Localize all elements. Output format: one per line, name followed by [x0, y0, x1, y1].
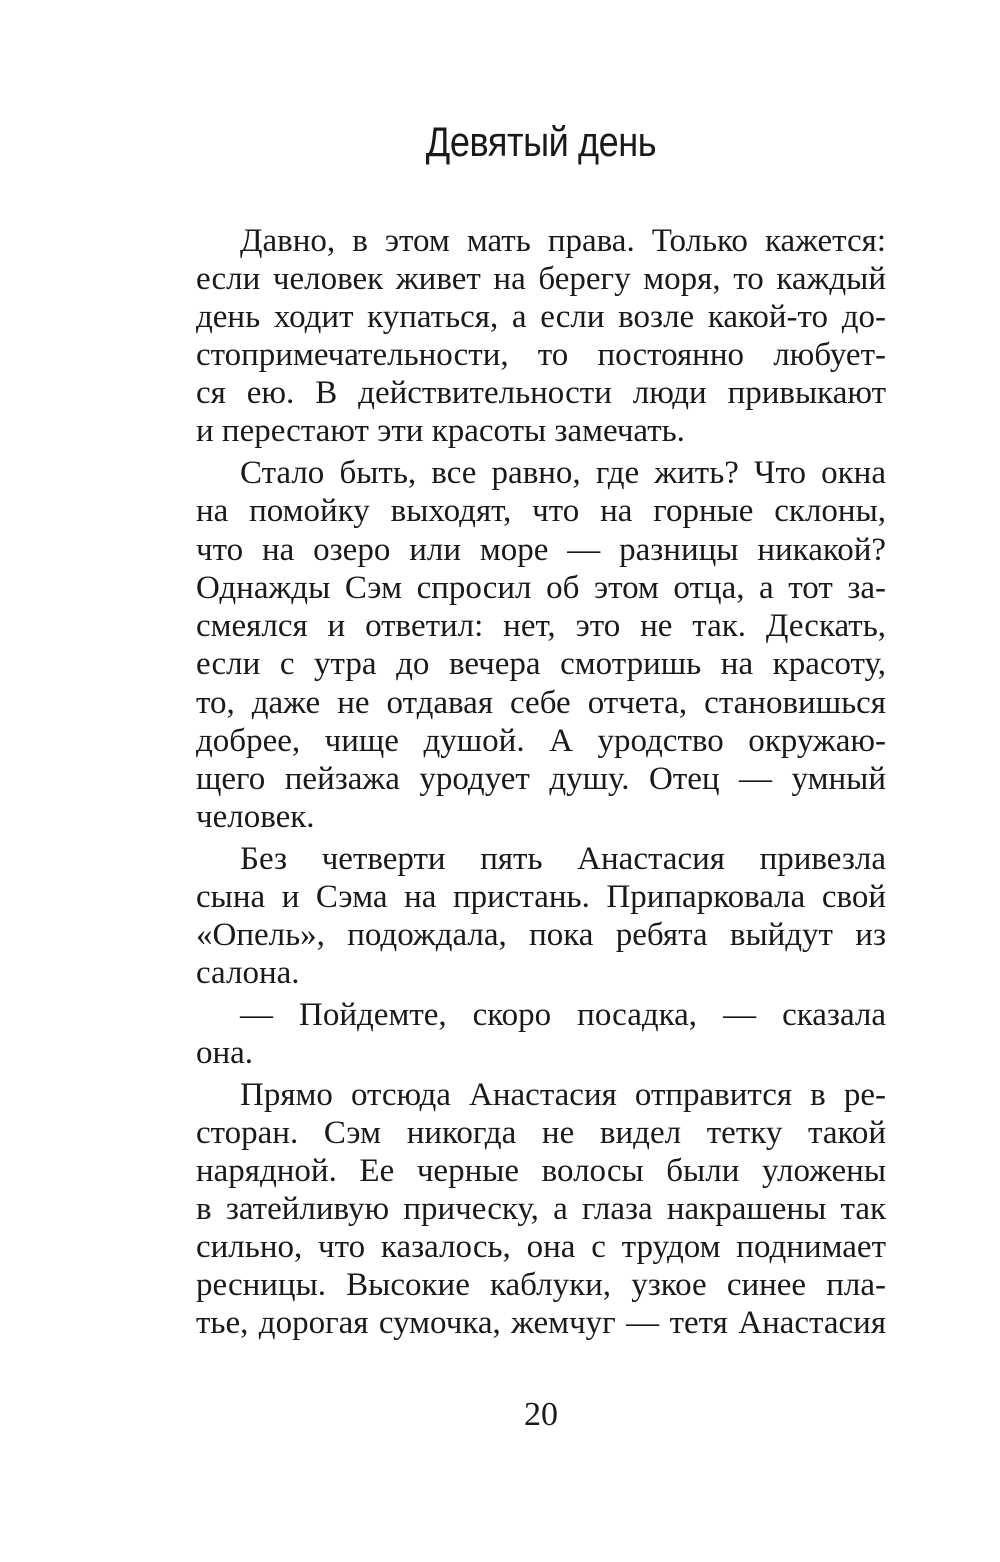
text-line: — Пойдемте, скоро посадка, — сказала: [240, 997, 886, 1033]
text-line: в затейливую прическу, а глаза накрашены так: [196, 1191, 886, 1227]
text-line: она.: [196, 1035, 254, 1071]
text-line: сына и Сэма на пристань. Припарковала свой: [196, 879, 886, 915]
text-line: нарядной. Ее черные волосы были уложены: [196, 1153, 886, 1189]
text-line: щего пейзажа уродует душу. Отец — умный: [196, 761, 886, 797]
text-line: Без четверти пять Анастасия привезла: [240, 841, 886, 877]
text-line: добрее, чище душой. А уродство окружаю-: [196, 723, 886, 759]
text-line: день ходит купаться, а если возле какой-то до-: [196, 299, 886, 335]
chapter-title: Девятый день: [425, 118, 657, 165]
text-line: салона.: [196, 955, 300, 991]
text-line: ся ею. В действительности люди привыкают: [196, 375, 886, 411]
text-line: Однажды Сэм спросил об этом отца, а тот за-: [196, 570, 886, 606]
text-line: и перестают эти красоты замечать.: [196, 413, 685, 449]
text-line: если человек живет на берегу моря, то каждый: [196, 261, 886, 297]
page-number: 20: [524, 1396, 558, 1433]
text-line: смеялся и ответил: нет, это не так. Дескать,: [196, 608, 886, 644]
text-line: Стало быть, все равно, где жить? Что окна: [240, 455, 886, 491]
text-line: Прямо отсюда Анастасия отправится в ре-: [240, 1077, 886, 1113]
text-line: сильно, что казалось, она с трудом поднимает: [196, 1229, 886, 1265]
text-line: на помойку выходят, что на горные склоны,: [196, 493, 886, 529]
text-line: если с утра до вечера смотришь на красоту,: [196, 646, 886, 682]
text-line: Давно, в этом мать права. Только кажется:: [240, 223, 886, 259]
text-line: человек.: [196, 799, 315, 835]
text-line: тье, дорогая сумочка, жемчуг — тетя Анастасия: [196, 1305, 886, 1341]
text-line: то, даже не отдавая себе отчета, становишься: [196, 685, 886, 721]
text-line: что на озеро или море — разницы никакой?: [196, 532, 886, 568]
text-line: сторан. Сэм никогда не видел тетку такой: [196, 1115, 886, 1151]
text-line: ресницы. Высокие каблуки, узкое синее пла-: [196, 1267, 886, 1303]
text-line: «Опель», подождала, пока ребята выйдут из: [196, 917, 886, 953]
text-line: стопримечательности, то постоянно любует-: [196, 337, 886, 373]
